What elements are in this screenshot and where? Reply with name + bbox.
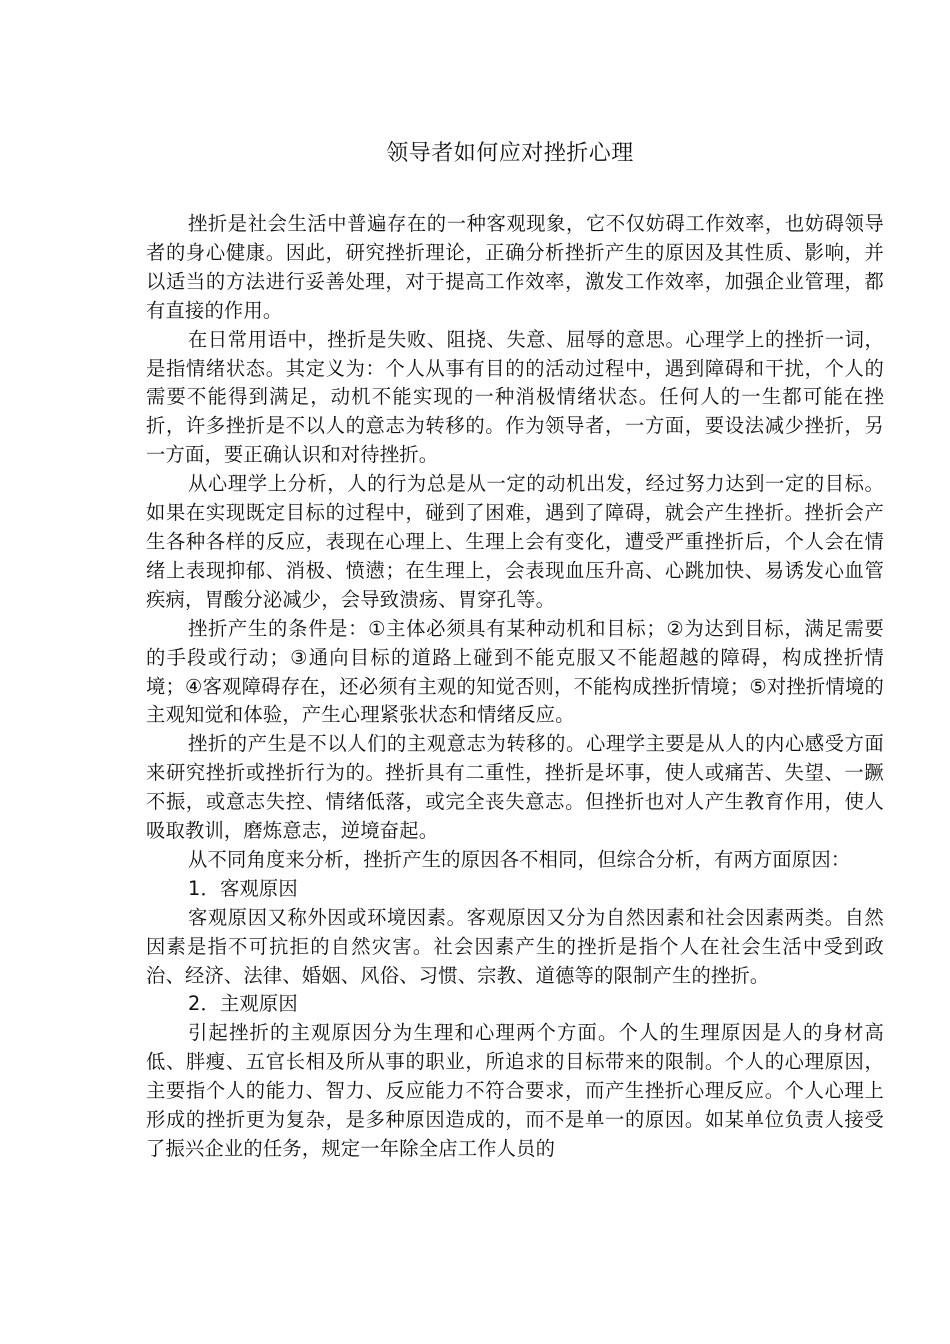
paragraph-conditions: 挫折产生的条件是：①主体必须具有某种动机和目标；②为达到目标，满足需要的手段或行动；③通向目标的道路上碰到不能克服又不能超越的障碍，构成挫折情境；④客观障碍存在，还必须有主观的知觉否则，不能构成挫折情境；⑤对挫折情境的主观知觉和体验，产生心理紧张状态和情绪反应。	[146, 616, 884, 727]
paragraph-intro: 挫折是社会生活中普遍存在的一种客观现象，它不仅妨碍工作效率，也妨碍领导者的身心健康。因此，研究挫折理论，正确分析挫折产生的原因及其性质、影响，并以适当的方法进行妥善处理，对于提高工作效率，激发工作效率，加强企业管理，都有直接的作用。	[146, 212, 884, 322]
paragraph-subjective-causes: 引起挫折的主观原因分为生理和心理两个方面。个人的生理原因是人的身材高低、胖瘦、五官长相及所从事的职业，所追求的目标带来的限制。个人的心理原因，主要指个人的能力、智力、反应能力不符合要求，而产生挫折心理反应。个人心理上形成的挫折更为复杂，是多种原因造成的，而不是单一的原因。如某单位负责人接受了振兴企业的任务，规定一年除全店工作人员的	[146, 1021, 884, 1160]
document-title: 领导者如何应对挫折心理	[386, 141, 634, 166]
paragraph-duality: 挫折的产生是不以人们的主观意志为转移的。心理学主要是从人的内心感受方面来研究挫折或挫折行为的。挫折具有二重性，挫折是坏事，使人或痛苦、失望、一蹶不振，或意志失控、情绪低落，或完全丧失意志。但挫折也对人产生教育作用，使人吸取教训，磨炼意志，逆境奋起。	[146, 732, 884, 843]
paragraph-analysis: 从心理学上分析，人的行为总是从一定的动机出发，经过努力达到一定的目标。如果在实现既定目标的过程中，碰到了困难，遇到了障碍，就会产生挫折。挫折会产生各种各样的反应，表现在心理上、生理上会有变化，遭受严重挫折后，个人会在情绪上表现抑郁、消极、愤懑；在生理上，会表现血压升高、心跳加快、易诱发心血管疾病，胃酸分泌减少，会导致溃疡、胃穿孔等。	[146, 472, 884, 611]
section-heading-objective: 1．客观原因	[188, 876, 298, 900]
paragraph-definition: 在日常用语中，挫折是失败、阻挠、失意、屈辱的意思。心理学上的挫折一词，是指情绪状态。其定义为：个人从事有目的的活动过程中，遇到障碍和干扰，个人的需要不能得到满足，动机不能实现的一种消极情绪状态。任何人的一生都可能在挫折，许多挫折是不以人的意志为转移的。作为领导者，一方面，要设法减少挫折，另一方面，要正确认识和对待挫折。	[146, 327, 884, 467]
paragraph-causes-intro: 从不同角度来分析，挫折产生的原因各不相同，但综合分析，有两方面原因：	[188, 847, 851, 871]
section-heading-subjective: 2．主观原因	[188, 992, 298, 1016]
paragraph-objective-causes: 客观原因又称外因或环境因素。客观原因又分为自然因素和社会因素两类。自然因素是指不可抗拒的自然灾害。社会因素产生的挫折是指个人在社会生活中受到政治、经济、法律、婚姻、风俗、习惯、宗教、道德等的限制产生的挫折。	[146, 905, 884, 987]
document-body	[146, 210, 884, 1164]
